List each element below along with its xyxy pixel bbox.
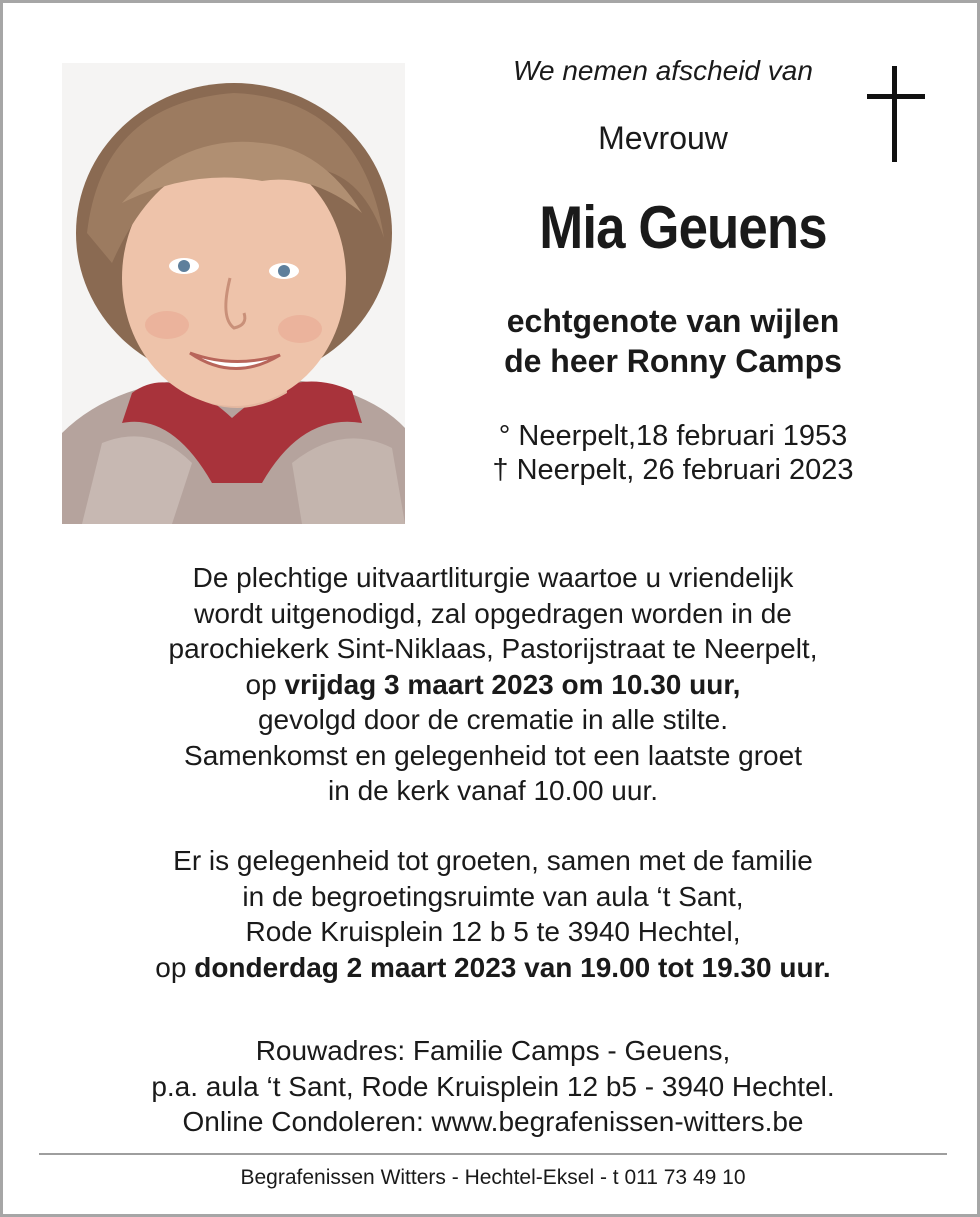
service-line-2: wordt uitgenodigd, zal opgedragen worden in de <box>194 597 792 629</box>
service-line-3: parochiekerk Sint-Niklaas, Pastorijstraat te Neerpelt, <box>168 633 818 664</box>
birth-date: ° Neerpelt,18 februari 1953 <box>498 420 848 452</box>
address-line-3: Online Condoleren: www.begrafenissen-witters.be <box>182 1106 804 1137</box>
mourning-address <box>43 1033 943 1140</box>
visitation-text <box>43 843 943 985</box>
service-line-4-prefix: op <box>245 668 277 700</box>
portrait-photo <box>62 63 405 524</box>
spouse-info <box>423 301 923 381</box>
service-line-7: in de kerk vanaf 10.00 uur. <box>328 775 658 806</box>
funeral-service-text <box>43 560 943 809</box>
visit-line-4-prefix: op <box>155 951 187 983</box>
address-line-2: p.a. aula ‘t Sant, Rode Kruisplein 12 b5 - 3940 Hechtel. <box>151 1070 835 1102</box>
spouse-line-2: de heer Ronny Camps <box>504 343 842 379</box>
visit-date: donderdag 2 maart 2023 van 19.00 tot 19.30 uur. <box>194 951 831 983</box>
salutation: Mevrouw <box>598 120 728 156</box>
footer-divider <box>39 1153 947 1155</box>
deceased-name: Mia Geuens <box>539 194 827 261</box>
service-line-5: gevolgd door de crematie in alle stilte. <box>257 704 729 735</box>
life-dates <box>443 419 903 487</box>
service-date: vrijdag 3 maart 2023 om 10.30 uur, <box>284 668 741 700</box>
service-line-4 <box>43 667 943 703</box>
intro-text: We nemen afscheid van <box>513 55 813 86</box>
service-line-1: De plechtige uitvaartliturgie waartoe u vriendelijk <box>192 562 794 593</box>
funeral-home-footer: Begrafenissen Witters - Hechtel-Eksel - t 011 73 49 10 <box>240 1166 746 1189</box>
visit-line-4 <box>43 950 943 986</box>
address-line-1: Rouwadres: Familie Camps - Geuens, <box>255 1035 731 1066</box>
visit-line-2: in de begroetingsruimte van aula ‘t Sant, <box>242 880 744 912</box>
visit-line-3: Rode Kruisplein 12 b 5 te 3940 Hechtel, <box>245 916 741 947</box>
service-line-6: Samenkomst en gelegenheid tot een laatste groet <box>184 739 802 771</box>
death-date: † Neerpelt, 26 februari 2023 <box>492 454 854 486</box>
visit-line-1: Er is gelegenheid tot groeten, samen met de familie <box>173 845 813 876</box>
spouse-line-1: echtgenote van wijlen <box>506 303 840 339</box>
portrait-illustration <box>62 63 405 524</box>
